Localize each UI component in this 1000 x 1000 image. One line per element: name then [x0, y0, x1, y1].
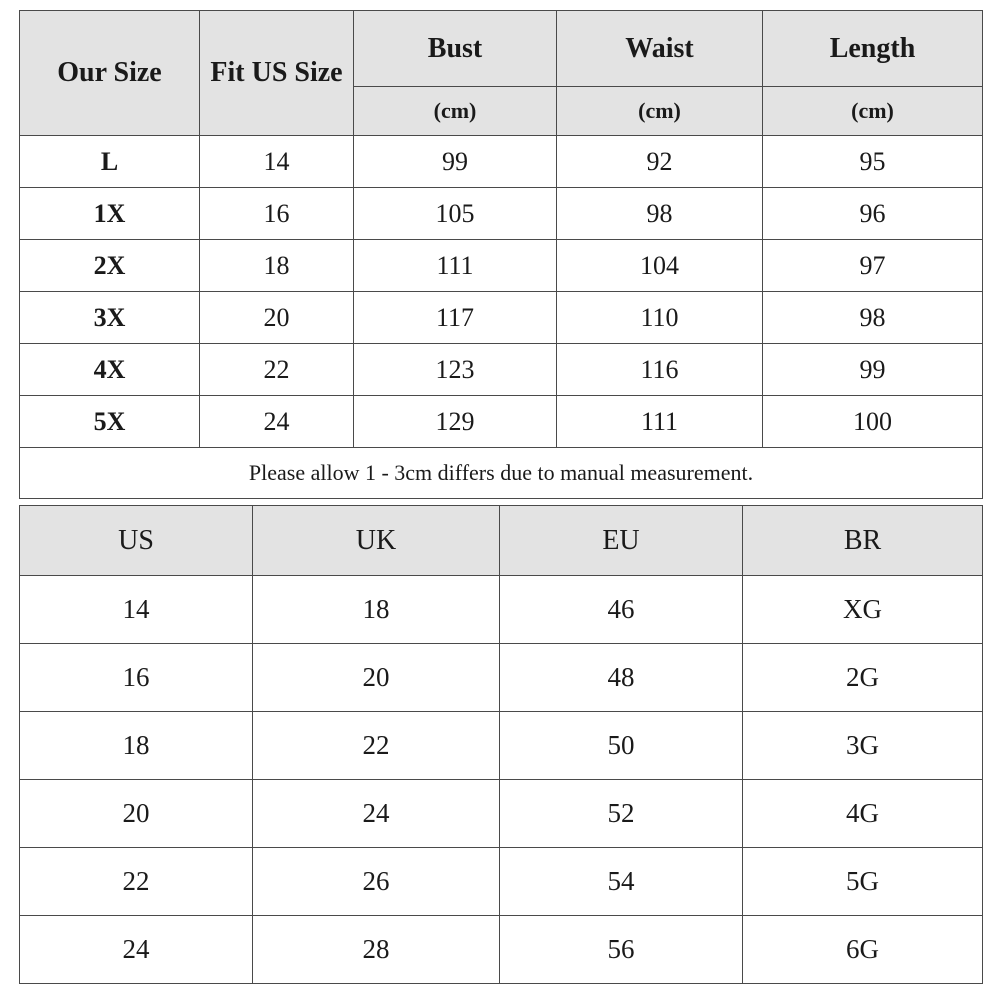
table-row — [20, 848, 983, 916]
cell-br: 2G — [743, 644, 983, 712]
cell-uk: 28 — [253, 916, 500, 984]
cell-bust: 123 — [354, 344, 557, 396]
cell-length: 100 — [763, 396, 983, 448]
cell-eu: 54 — [500, 848, 743, 916]
cell-size: 3X — [20, 292, 200, 344]
cell-waist: 111 — [557, 396, 763, 448]
cell-size: 5X — [20, 396, 200, 448]
header-fit-us-size: Fit US Size — [200, 11, 354, 136]
cell-eu: 50 — [500, 712, 743, 780]
cell-br: XG — [743, 576, 983, 644]
table-row — [20, 396, 983, 448]
cell-us: 14 — [20, 576, 253, 644]
header-br: BR — [743, 506, 983, 576]
cell-uk: 20 — [253, 644, 500, 712]
cell-bust: 105 — [354, 188, 557, 240]
cell-us: 20 — [20, 780, 253, 848]
unit-waist: (cm) — [557, 87, 763, 136]
cell-size: 4X — [20, 344, 200, 396]
header-our-size: Our Size — [20, 11, 200, 136]
cell-uk: 24 — [253, 780, 500, 848]
cell-bust: 111 — [354, 240, 557, 292]
cell-length: 99 — [763, 344, 983, 396]
cell-waist: 110 — [557, 292, 763, 344]
table-row — [20, 188, 983, 240]
header-us: US — [20, 506, 253, 576]
cell-us: 22 — [20, 848, 253, 916]
cell-eu: 56 — [500, 916, 743, 984]
cell-waist: 92 — [557, 136, 763, 188]
cell-eu: 46 — [500, 576, 743, 644]
cell-bust: 99 — [354, 136, 557, 188]
measurement-note: Please allow 1 - 3cm differs due to manual measurement. — [20, 448, 983, 499]
cell-br: 5G — [743, 848, 983, 916]
cell-length: 98 — [763, 292, 983, 344]
header-bust: Bust — [354, 11, 557, 87]
table-row — [20, 344, 983, 396]
table-row — [20, 576, 983, 644]
cell-length: 95 — [763, 136, 983, 188]
header-uk: UK — [253, 506, 500, 576]
cell-waist: 104 — [557, 240, 763, 292]
cell-uk: 22 — [253, 712, 500, 780]
table-row — [20, 292, 983, 344]
header-length: Length — [763, 11, 983, 87]
cell-us: 24 — [200, 396, 354, 448]
table-row — [20, 644, 983, 712]
cell-us: 16 — [200, 188, 354, 240]
cell-us: 22 — [200, 344, 354, 396]
header-eu: EU — [500, 506, 743, 576]
cell-size: 2X — [20, 240, 200, 292]
cell-eu: 52 — [500, 780, 743, 848]
size-chart-table — [19, 10, 983, 499]
cell-uk: 26 — [253, 848, 500, 916]
cell-br: 3G — [743, 712, 983, 780]
table-row — [20, 136, 983, 188]
note-row — [20, 448, 983, 499]
cell-br: 4G — [743, 780, 983, 848]
conversion-header-row — [20, 506, 983, 576]
unit-length: (cm) — [763, 87, 983, 136]
cell-eu: 48 — [500, 644, 743, 712]
cell-size: L — [20, 136, 200, 188]
cell-us: 16 — [20, 644, 253, 712]
cell-bust: 117 — [354, 292, 557, 344]
cell-us: 18 — [20, 712, 253, 780]
cell-waist: 116 — [557, 344, 763, 396]
cell-length: 97 — [763, 240, 983, 292]
cell-waist: 98 — [557, 188, 763, 240]
table-row — [20, 780, 983, 848]
size-conversion-table — [19, 505, 983, 984]
table-row — [20, 240, 983, 292]
header-waist: Waist — [557, 11, 763, 87]
cell-br: 6G — [743, 916, 983, 984]
cell-uk: 18 — [253, 576, 500, 644]
cell-size: 1X — [20, 188, 200, 240]
size-header-row — [20, 11, 983, 87]
cell-length: 96 — [763, 188, 983, 240]
table-row — [20, 916, 983, 984]
cell-us: 14 — [200, 136, 354, 188]
table-row — [20, 712, 983, 780]
cell-us: 18 — [200, 240, 354, 292]
cell-us: 24 — [20, 916, 253, 984]
cell-bust: 129 — [354, 396, 557, 448]
cell-us: 20 — [200, 292, 354, 344]
unit-bust: (cm) — [354, 87, 557, 136]
